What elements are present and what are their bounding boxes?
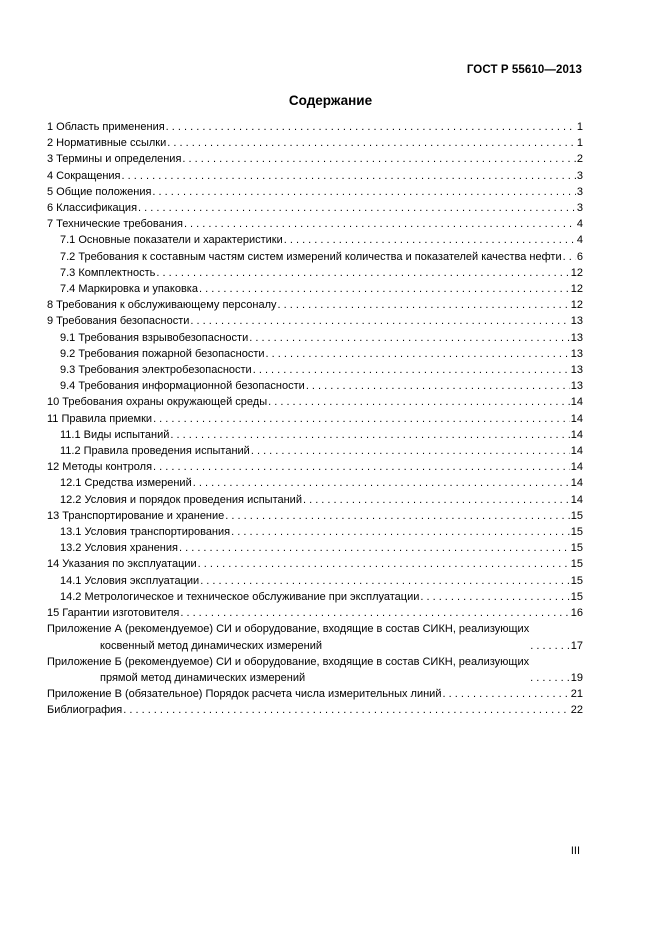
toc-entry-page: 2 <box>576 153 583 166</box>
toc-leader-dots <box>266 346 570 362</box>
toc-entry[interactable] <box>47 346 583 362</box>
toc-entry[interactable] <box>47 459 583 475</box>
toc-leader-dots <box>170 427 569 443</box>
toc-leader-dots <box>199 281 570 297</box>
toc-entry-label: 7.2 Требования к составным частям систем измерений количества и показателей качества нефти <box>60 250 562 263</box>
toc-entry-label: 13 Транспортирование и хранение <box>47 509 225 522</box>
toc-entry-label: 11.2 Правила проведения испытаний <box>60 445 250 458</box>
toc-leader-dots <box>190 313 569 329</box>
toc-entry[interactable] <box>47 524 583 540</box>
toc-entry[interactable] <box>47 151 583 167</box>
toc-leader-dots <box>249 330 570 346</box>
toc-entry[interactable] <box>47 330 583 346</box>
toc-entry[interactable] <box>47 621 583 653</box>
toc-entry-label-line2: прямой метод динамических измерений <box>100 671 306 684</box>
toc-entry[interactable] <box>47 378 583 394</box>
toc-entry-label: 14.1 Условия эксплуатации <box>60 574 200 587</box>
toc-entry-label: 12.2 Условия и порядок проведения испытаний <box>60 493 302 506</box>
toc-entry[interactable] <box>47 200 583 216</box>
toc-entry-page: 14 <box>570 396 583 409</box>
toc-entry-label: 7 Технические требования <box>47 218 183 231</box>
toc-entry[interactable] <box>47 686 583 702</box>
toc-entry-page: 15 <box>570 509 583 522</box>
toc-entry-page: 12 <box>570 266 583 279</box>
toc-entry-page: 13 <box>570 364 583 377</box>
toc-entry-page: 4 <box>576 218 583 231</box>
toc-entry-page: 22 <box>570 704 583 717</box>
toc-entry-label: 9.2 Требования пожарной безопасности <box>60 347 265 360</box>
toc-entry-page: 14 <box>570 412 583 425</box>
toc-entry-label: Библиография <box>47 704 123 717</box>
toc-leader-dots <box>530 670 570 686</box>
toc-entry-page: 14 <box>570 445 583 458</box>
document-id: ГОСТ Р 55610—2013 <box>466 64 582 76</box>
toc-entry-page: 1 <box>576 137 583 150</box>
toc-leader-dots <box>182 151 575 167</box>
toc-leader-dots <box>253 362 570 378</box>
toc-entry-page: 12 <box>570 283 583 296</box>
toc-leader-dots <box>153 459 570 475</box>
toc-entry-label: 9.3 Требования электробезопасности <box>60 364 252 377</box>
toc-entry-label-line1: Приложение Б (рекомендуемое) СИ и оборудование, входящие в состав СИКН, реализующих <box>47 655 530 668</box>
toc-entry[interactable] <box>47 184 583 200</box>
toc-entry[interactable] <box>47 475 583 491</box>
toc-leader-dots <box>180 605 569 621</box>
toc-entry-label: 7.1 Основные показатели и характеристики <box>60 234 283 247</box>
toc-entry-label: 10 Требования охраны окружающей среды <box>47 396 268 409</box>
toc-entry-page: 15 <box>570 558 583 571</box>
toc-leader-dots <box>530 638 570 654</box>
toc-entry[interactable] <box>47 297 583 313</box>
toc-entry[interactable] <box>47 427 583 443</box>
toc-entry-page: 17 <box>570 639 583 652</box>
toc-entry-label-line1: Приложение А (рекомендуемое) СИ и оборудование, входящие в состав СИКН, реализующих <box>47 623 530 636</box>
toc-entry[interactable] <box>47 556 583 572</box>
toc-entry[interactable] <box>47 135 583 151</box>
toc-entry-page: 15 <box>570 574 583 587</box>
toc-entry-page: 15 <box>570 590 583 603</box>
toc-entry[interactable] <box>47 281 583 297</box>
toc-leader-dots <box>152 184 575 200</box>
toc-entry-page: 16 <box>570 607 583 620</box>
toc-entry[interactable] <box>47 216 583 232</box>
toc-entry-label: 2 Нормативные ссылки <box>47 137 167 150</box>
toc-entry-page: 12 <box>570 299 583 312</box>
toc-entry-label: 14 Указания по эксплуатации <box>47 558 197 571</box>
toc-entry-label: 13.2 Условия хранения <box>60 542 178 555</box>
toc-entry-page: 6 <box>576 250 583 263</box>
toc-leader-dots <box>122 168 576 184</box>
toc-entry[interactable] <box>47 249 583 265</box>
toc-entry[interactable] <box>47 589 583 605</box>
toc-leader-dots <box>225 508 569 524</box>
toc-leader-dots <box>156 265 569 281</box>
toc-entry-page: 15 <box>570 526 583 539</box>
toc-entry-page: 14 <box>570 428 583 441</box>
toc-entry[interactable] <box>47 313 583 329</box>
toc-entry-label: 7.4 Маркировка и упаковка <box>60 283 198 296</box>
toc-leader-dots <box>251 443 570 459</box>
toc-entry[interactable] <box>47 362 583 378</box>
toc-entry-label: 9.4 Требования информационной безопасности <box>60 380 305 393</box>
toc-entry-page: 15 <box>570 542 583 555</box>
toc-entry-label: 9 Требования безопасности <box>47 315 190 328</box>
toc-leader-dots <box>123 702 570 718</box>
toc-leader-dots <box>184 216 576 232</box>
toc-entry-page: 13 <box>570 380 583 393</box>
toc-entry[interactable] <box>47 411 583 427</box>
toc-entry-page: 13 <box>570 331 583 344</box>
toc-entry-page: 13 <box>570 315 583 328</box>
toc-entry-page: 14 <box>570 477 583 490</box>
toc-leader-dots <box>179 540 570 556</box>
toc-entry-label: 4 Сокращения <box>47 169 121 182</box>
toc-entry-label-line2: косвенный метод динамических измерений <box>100 639 323 652</box>
toc-entry-label: 3 Термины и определения <box>47 153 182 166</box>
toc-entry[interactable] <box>47 119 583 135</box>
toc-entry-label <box>47 621 529 653</box>
toc-entry-label: 6 Классификация <box>47 202 138 215</box>
toc-entry-label: 9.1 Требования взрывобезопасности <box>60 331 249 344</box>
toc-entry-page: 21 <box>570 688 583 701</box>
toc-leader-dots <box>200 573 570 589</box>
toc-entry-label: 5 Общие положения <box>47 185 152 198</box>
toc-entry-page: 3 <box>576 169 583 182</box>
toc-entry[interactable] <box>47 508 583 524</box>
toc-leader-dots <box>231 524 570 540</box>
toc-entry-label: 8 Требования к обслуживающему персоналу <box>47 299 277 312</box>
toc-leader-dots <box>420 589 569 605</box>
toc-leader-dots <box>563 249 576 265</box>
toc-leader-dots <box>167 135 576 151</box>
toc-entry[interactable] <box>47 573 583 589</box>
toc-entry-page: 4 <box>576 234 583 247</box>
toc-entry-page: 3 <box>576 185 583 198</box>
toc-leader-dots <box>284 232 576 248</box>
toc-entry[interactable] <box>47 540 583 556</box>
toc-entry-page: 14 <box>570 493 583 506</box>
table-of-contents <box>47 119 583 719</box>
toc-entry-page: 14 <box>570 461 583 474</box>
toc-entry-label: 15 Гарантии изготовителя <box>47 607 180 620</box>
toc-leader-dots <box>268 394 570 410</box>
toc-entry[interactable] <box>47 702 583 718</box>
toc-entry[interactable] <box>47 605 583 621</box>
toc-entry[interactable] <box>47 654 583 686</box>
toc-entry-label: 12 Методы контроля <box>47 461 153 474</box>
page-number: III <box>570 845 580 857</box>
toc-leader-dots <box>193 475 570 491</box>
toc-entry-page: 19 <box>570 671 583 684</box>
toc-leader-dots <box>442 686 569 702</box>
toc-entry-page: 3 <box>576 202 583 215</box>
toc-leader-dots <box>278 297 570 313</box>
toc-entry-label: Приложение В (обязательное) Порядок расчета числа измерительных линий <box>47 688 442 701</box>
toc-leader-dots <box>153 411 570 427</box>
toc-entry-label: 1 Область применения <box>47 121 165 133</box>
toc-entry-label <box>47 654 529 686</box>
toc-leader-dots <box>138 200 576 216</box>
toc-entry-label: 12.1 Средства измерений <box>60 477 192 490</box>
toc-entry-label: 11 Правила приемки <box>47 412 153 425</box>
toc-entry[interactable] <box>47 168 583 184</box>
toc-entry-label: 13.1 Условия транспортирования <box>60 526 231 539</box>
toc-entry[interactable] <box>47 492 583 508</box>
toc-entry[interactable] <box>47 265 583 281</box>
toc-entry[interactable] <box>47 232 583 248</box>
page-title: Содержание <box>288 93 373 108</box>
toc-entry-label: 11.1 Виды испытаний <box>60 428 170 441</box>
toc-entry-page: 1 <box>576 121 583 133</box>
toc-entry[interactable] <box>47 394 583 410</box>
toc-leader-dots <box>306 378 570 394</box>
toc-leader-dots <box>303 492 570 508</box>
toc-entry-label: 14.2 Метрологическое и техническое обслуживание при эксплуатации <box>60 590 420 603</box>
toc-entry[interactable] <box>47 443 583 459</box>
toc-leader-dots <box>166 119 576 135</box>
toc-leader-dots <box>198 556 570 572</box>
toc-entry-label: 7.3 Комплектность <box>60 266 156 279</box>
toc-entry-page: 13 <box>570 347 583 360</box>
